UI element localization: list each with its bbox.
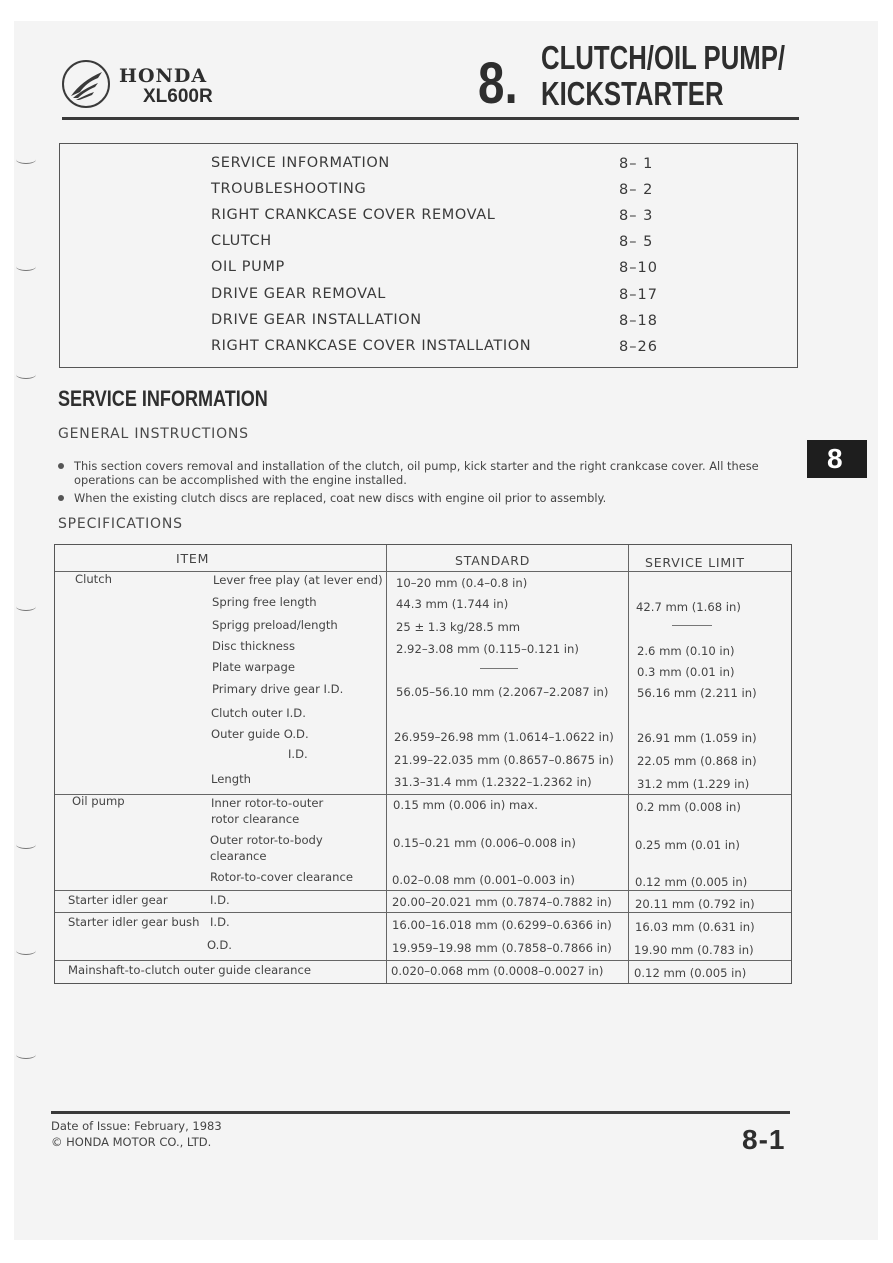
chapter-title-line-2: KICKSTARTER xyxy=(541,75,724,112)
group-label-starter-idler-gear-bush: Starter idler gear bush xyxy=(68,915,200,929)
bullet-icon xyxy=(58,463,64,469)
instruction-bullet: This section covers removal and installation of the clutch, oil pump, kick starter and the right crankcase cover. All these operations can be accomplished with the engine installed. xyxy=(58,459,798,487)
group-label-oil-pump: Oil pump xyxy=(72,794,125,808)
section-title: SERVICE INFORMATION xyxy=(58,386,268,411)
toc-item-title: CLUTCH xyxy=(211,233,272,249)
toc-item-title: RIGHT CRANKCASE COVER REMOVAL xyxy=(211,207,496,223)
toc-item[interactable] xyxy=(211,181,771,197)
toc-item-page: 8– 3 xyxy=(619,208,654,224)
toc-item[interactable] xyxy=(211,338,771,354)
binder-hole-mark xyxy=(16,155,36,164)
honda-wing-logo-icon xyxy=(62,60,110,108)
header-rule xyxy=(62,117,799,120)
group-label-mainshaft: Mainshaft-to-clutch outer guide clearance xyxy=(68,963,311,977)
toc-item-page: 8–10 xyxy=(619,260,658,276)
not-applicable-dash xyxy=(480,668,518,669)
toc-item[interactable] xyxy=(211,312,771,328)
group-label-starter-idler-gear: Starter idler gear xyxy=(68,893,168,907)
binder-hole-mark xyxy=(16,1050,36,1059)
column-header-standard: STANDARD xyxy=(455,553,531,568)
toc-item-page: 8– 5 xyxy=(619,234,654,250)
chapter-title xyxy=(541,40,785,112)
binder-hole-mark xyxy=(16,370,36,379)
toc-item-title: DRIVE GEAR INSTALLATION xyxy=(211,312,422,328)
toc-item-title: TROUBLESHOOTING xyxy=(211,181,367,197)
toc-item[interactable] xyxy=(211,286,771,302)
toc-item[interactable] xyxy=(211,155,771,171)
toc-item[interactable] xyxy=(211,259,771,275)
toc-item-page: 8–26 xyxy=(619,339,658,355)
binder-hole-mark xyxy=(16,946,36,955)
instruction-bullet: When the existing clutch discs are replaced, coat new discs with engine oil prior to assembly. xyxy=(58,491,803,505)
toc-item-page: 8– 1 xyxy=(619,156,654,172)
toc-item[interactable] xyxy=(211,233,771,249)
model-name: XL600R xyxy=(143,86,213,107)
table-of-contents xyxy=(59,143,798,368)
toc-item-title: SERVICE INFORMATION xyxy=(211,155,390,171)
brand-name: HONDA xyxy=(119,65,208,87)
binder-hole-mark xyxy=(16,602,36,611)
column-header-item: ITEM xyxy=(176,551,210,566)
toc-item-title: OIL PUMP xyxy=(211,259,285,275)
toc-item-title: DRIVE GEAR REMOVAL xyxy=(211,286,386,302)
specifications-heading: SPECIFICATIONS xyxy=(58,516,183,532)
chapter-tab[interactable]: 8 xyxy=(807,440,867,478)
group-label-clutch: Clutch xyxy=(75,572,112,586)
copyright: © HONDA MOTOR CO., LTD. xyxy=(51,1135,212,1149)
binder-hole-mark xyxy=(16,262,36,271)
column-header-service-limit: SERVICE LIMIT xyxy=(645,555,745,570)
toc-item-page: 8–18 xyxy=(619,313,658,329)
chapter-title-line-1: CLUTCH/OIL PUMP/ xyxy=(541,39,786,76)
binder-hole-mark xyxy=(16,840,36,849)
page-number: 8-1 xyxy=(742,1124,786,1155)
chapter-number: 8. xyxy=(478,51,518,116)
toc-item[interactable] xyxy=(211,207,771,223)
toc-item-title: RIGHT CRANKCASE COVER INSTALLATION xyxy=(211,338,532,354)
general-instructions-heading: GENERAL INSTRUCTIONS xyxy=(58,426,249,442)
toc-item-page: 8–17 xyxy=(619,287,658,303)
footer-rule xyxy=(51,1111,790,1114)
issue-date: Date of Issue: February, 1983 xyxy=(51,1119,222,1133)
not-applicable-dash xyxy=(672,625,712,626)
toc-item-page: 8– 2 xyxy=(619,182,654,198)
bullet-icon xyxy=(58,495,64,501)
